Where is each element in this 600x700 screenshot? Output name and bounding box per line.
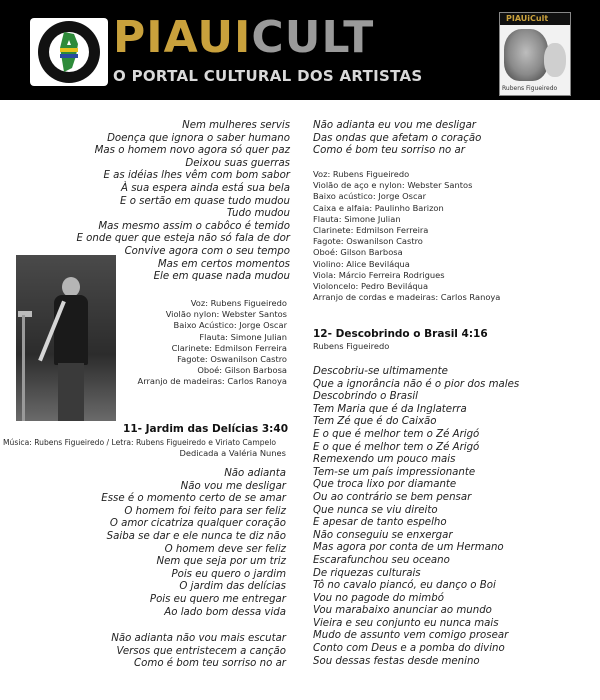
verse-line: Remexendo um pouco mais	[313, 454, 456, 466]
verse-line: Saiba se dar e ele nunca te diz não	[106, 530, 286, 542]
verse-line: Ao lado bom dessa vida	[164, 606, 286, 618]
verse-line: Vou no pagode do mimbó	[313, 592, 444, 604]
song11-verses-end	[20, 633, 286, 671]
brand-main: PIAUI	[113, 12, 252, 63]
credit-line: Viola: Márcio Ferreira Rodrigues	[313, 269, 445, 280]
musician-head	[62, 277, 80, 297]
right-top-verses	[313, 120, 583, 158]
verse-line: Tem-se um país impressionante	[313, 466, 476, 478]
credit-line: Flauta: Simone Julian	[199, 331, 287, 342]
song11-header	[0, 423, 288, 435]
verse-line: Convive agora com o seu tempo	[124, 245, 290, 257]
verse-line: Que a ignorância não é o pior dos males	[313, 378, 520, 390]
verse-line: Como é bom teu sorriso no ar	[313, 145, 465, 157]
verse-line: Doença que ignora o saber humano	[107, 132, 290, 144]
song11-verses	[20, 468, 286, 619]
verse-line: Conto com Deus e a pomba do divino	[313, 643, 505, 655]
song11-credit: Música: Rubens Figueiredo / Letra: Rubens Figueiredo e Viriato Campelo	[3, 438, 276, 447]
verse-line: Tudo mudou	[226, 208, 290, 220]
piaui-map-icon	[34, 20, 104, 84]
verse-line: Tem Maria que é da Inglaterra	[313, 403, 467, 415]
brand-cult: CULT	[251, 12, 375, 63]
verse-line: Nem que seja por um triz	[156, 556, 286, 568]
song11-title: 11- Jardim das Delícias 3:40	[123, 423, 288, 435]
verse-line: Não vou me desligar	[180, 480, 286, 492]
verse-line: Mas o homem novo agora só quer paz	[94, 145, 290, 157]
verse-line: Tô no cavalo piancó, eu danço o Boi	[313, 580, 496, 592]
song12-title: 12- Descobrindo o Brasil 4:16	[313, 328, 488, 340]
artist-portrait	[504, 29, 548, 81]
album-cover[interactable]	[499, 12, 571, 96]
credit-line: Violoncelo: Pedro Beviláqua	[313, 281, 429, 292]
verse-line: Versos que entristecem a canção	[116, 645, 286, 657]
credit-line: Violino: Alice Beviláqua	[313, 258, 410, 269]
verse-line: Pois eu quero me entregar	[149, 593, 286, 605]
cover-artist-name: Rubens Figueiredo	[502, 85, 558, 92]
verse-line: Ele em quase nada mudou	[153, 271, 290, 283]
song12-verses	[313, 366, 588, 668]
verse-line: Mas agora por conta de um Hermano	[313, 542, 504, 554]
brand-subtitle: O PORTAL CULTURAL DOS ARTISTAS	[113, 67, 423, 85]
credit-line: Flauta: Simone Julian	[313, 213, 401, 224]
verse-line: Descobrindo o Brasil	[313, 391, 418, 403]
verse-line: Vou marabaixo anunciar ao mundo	[313, 605, 492, 617]
booklet-page	[0, 100, 600, 700]
verse-line: À sua espera ainda está sua bela	[120, 182, 290, 194]
verse-line: Ou ao contrário se bem pensar	[313, 491, 472, 503]
credit-line: Clarinete: Edmilson Ferreira	[313, 225, 429, 236]
credit-line: Oboé: Gilson Barbosa	[197, 365, 287, 376]
credit-line: Fagote: Oswanilson Castro	[177, 354, 287, 365]
verse-line: O homem foi feito para ser feliz	[124, 505, 286, 517]
song11-dedication: Dedicada a Valéria Nunes	[179, 448, 286, 458]
credit-line: Baixo acústico: Jorge Oscar	[313, 191, 427, 202]
credit-line: Fagote: Oswanilson Castro	[313, 236, 423, 247]
credit-line: Clarinete: Edmilson Ferreira	[171, 342, 287, 353]
verse-line: E o que é melhor tem o Zé Arigó	[313, 428, 480, 440]
verse-line: O jardim das delícias	[179, 581, 286, 593]
verse-line: Escarafunchou seu oceano	[313, 554, 450, 566]
verse-line: Tem Zé que é do Caixão	[313, 416, 437, 428]
right-credits	[313, 169, 583, 303]
verse-line: Mas mesmo assim o cabôco é temido	[98, 220, 290, 232]
song12-credit: Rubens Figueiredo	[313, 341, 390, 351]
verse-line: O homem deve ser feliz	[164, 543, 286, 555]
musician-photo	[16, 255, 116, 421]
credit-line: Baixo Acústico: Jorge Oscar	[173, 320, 287, 331]
verse-line: Pois eu quero o jardim	[171, 568, 286, 580]
site-logo[interactable]	[30, 18, 108, 86]
left-credits	[125, 298, 287, 388]
verse-line: Descobriu-se ultimamente	[313, 366, 448, 377]
mic-stand-head	[18, 311, 32, 317]
credit-line: Voz: Rubens Figueiredo	[313, 169, 410, 179]
verse-line: De riquezas culturais	[313, 567, 421, 579]
verse-line: Deixou suas guerras	[185, 157, 290, 169]
verse-line: E as idéias lhes vêm com bom sabor	[103, 170, 290, 182]
musician-legs	[58, 363, 84, 421]
verse-line: Das ondas que afetam o coração	[313, 132, 482, 144]
credit-line: Voz: Rubens Figueiredo	[190, 298, 287, 308]
verse-line: Sou dessas festas desde menino	[313, 655, 480, 667]
verse-line: E onde quer que esteja não só fala de dor	[76, 233, 290, 245]
brand-title[interactable]	[113, 14, 374, 62]
verse-line: Esse é o momento certo de se amar	[101, 493, 286, 505]
guitar-image	[544, 43, 566, 77]
credit-line: Arranjo de madeiras: Carlos Ranoya	[137, 376, 287, 387]
site-header	[0, 0, 600, 100]
verse-line: Vieira e seu conjunto eu nunca mais	[313, 617, 499, 629]
verse-line: E o sertão em quase tudo mudou	[120, 195, 290, 207]
mic-stand	[22, 315, 25, 421]
verse-line: Não adianta eu vou me desligar	[313, 120, 476, 131]
verse-line: Que troca lixo por diamante	[313, 479, 457, 491]
credit-line: Arranjo de cordas e madeiras: Carlos Ranoya	[313, 292, 501, 303]
verse-line: Que nunca se viu direito	[313, 504, 438, 516]
credit-line: Violão de aço e nylon: Webster Santos	[313, 180, 473, 191]
credit-line: Violão nylon: Webster Santos	[165, 309, 287, 320]
verse-line: Não adianta não vou mais escutar	[111, 633, 286, 644]
verse-line: Como é bom teu sorriso no ar	[134, 658, 286, 670]
credit-line: Oboé: Gilson Barbosa	[313, 247, 403, 258]
verse-line: Nem mulheres servis	[182, 120, 290, 131]
credit-line: Caixa e alfaia: Paulinho Barizon	[313, 202, 444, 213]
verse-line: E apesar de tanto espelho	[313, 517, 447, 529]
verse-line: O amor cicatriza qualquer coração	[109, 518, 286, 530]
verse-line: Não adianta	[224, 468, 286, 479]
cover-brand: PIAUiCult	[506, 14, 549, 23]
verse-line: Mas em certos momentos	[157, 258, 290, 270]
verse-line: Não conseguiu se enxergar	[313, 529, 453, 541]
verse-line: E o que é melhor tem o Zé Arigó	[313, 441, 480, 453]
verse-line: Mudo de assunto vem comigo prosear	[313, 630, 509, 642]
